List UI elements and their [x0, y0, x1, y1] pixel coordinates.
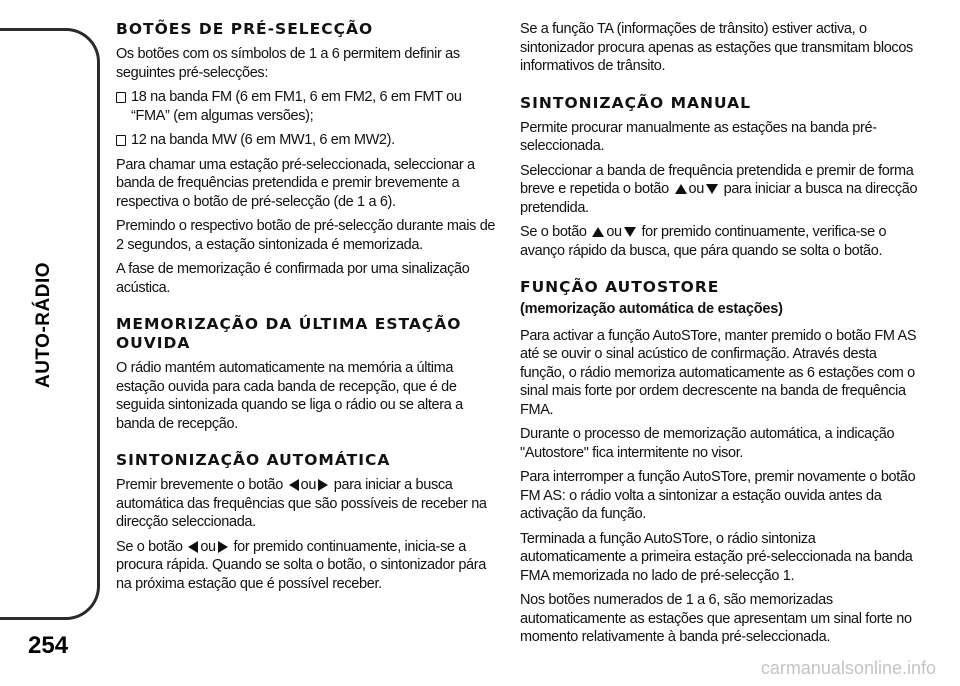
list-item [116, 88, 500, 125]
checkbox-bullet-icon [116, 92, 126, 103]
left-arrow-icon [188, 541, 198, 553]
paragraph: Durante o processo de memorização automática, a indicação "Autostore" fica intermitente no visor. [520, 426, 895, 461]
heading-manual-tuning: SINTONIZAÇÃO MANUAL [520, 93, 751, 112]
down-arrow-icon [624, 227, 636, 237]
paragraph-with-arrows [116, 538, 500, 594]
right-arrow-icon [218, 541, 228, 553]
paragraph: Para activar a função AutoSTore, manter premido o botão FM AS até se ouvir o sinal acústico de confirmação. Através desta função, o rádio memoriza automaticamente as 6 estações com o sinal mais forte por ordem decrescente na banda de frequência FMA. [520, 327, 917, 418]
heading-automatic-tuning: SINTONIZAÇÃO AUTOMÁTICA [116, 451, 391, 469]
paragraph: Nos botões numerados de 1 a 6, são memorizadas automaticamente as estações que apresentam um sinal forte no momento relativamente à banda pré-seleccionada. [520, 592, 912, 645]
paragraph: Premindo o respectivo botão de pré-selecção durante mais de 2 segundos, a estação sintonizada é memorizada. [116, 218, 496, 253]
left-arrow-icon [289, 479, 299, 491]
list-item [116, 131, 500, 150]
up-arrow-icon [592, 227, 604, 237]
down-arrow-icon [706, 184, 718, 194]
paragraph: Para chamar uma estação pré-seleccionada, seleccionar a banda de frequências pretendida e premir brevemente a respectiva o botão de pré-selecção (de 1 a 6). [116, 156, 475, 210]
paragraph: Terminada a função AutoSTore, o rádio sintoniza automaticamente a primeira estação pré-seleccionada na banda FMA memorizada no lado de pré-selecção 1. [520, 530, 913, 584]
list-item-text: 18 na banda FM (6 em FM1, 6 em FM2, 6 em FMT ou “FMA” (em algumas versões); [131, 89, 462, 124]
text-fragment: for premido continuamente, inicia-se a procura rápida. Quando se solta o botão, o sintonizador pára na próxima estação que é possível receber. [116, 538, 486, 592]
text-fragment: ou [300, 477, 317, 493]
paragraph: Permite procurar manualmente as estações na banda pré-seleccionada. [520, 119, 877, 154]
text-fragment: para iniciar a busca automática das frequências que são possíveis de receber na direcção seleccionada. [116, 477, 487, 530]
text-fragment: Se o botão [520, 224, 587, 240]
text-fragment: Se o botão [116, 538, 183, 555]
text-fragment: ou [688, 181, 704, 197]
paragraph: O rádio mantém automaticamente na memória a última estação ouvida para cada banda de recepção, que é de seguida sintonizada quando se liga o rádio ou se altera a banda de recepção. [116, 360, 463, 432]
text-fragment: Premir brevemente o botão [116, 477, 283, 493]
paragraph: Os botões com os símbolos de 1 a 6 permitem definir as seguintes pré-selecções: [116, 46, 460, 81]
text-fragment: ou [606, 224, 622, 240]
heading-last-station-memory: MEMORIZAÇÃO DA ÚLTIMA ESTAÇÃO OUVIDA [116, 315, 462, 352]
right-arrow-icon [318, 479, 328, 491]
paragraph-with-arrows [520, 162, 920, 218]
paragraph: Se a função TA (informações de trânsito) estiver activa, o sintonizador procura apenas as estações que transmitam blocos informativos de trânsito. [520, 21, 913, 74]
heading-autostore: FUNÇÃO AUTOSTORE [520, 278, 720, 296]
checkbox-bullet-icon [116, 135, 126, 146]
right-column [520, 20, 920, 653]
text-fragment: ou [200, 538, 216, 555]
text-fragment: Seleccionar a banda de frequência pretendida e premir de forma breve e repetida o botão [520, 162, 914, 197]
left-column [116, 20, 500, 599]
watermark: carmanualsonline.info [760, 658, 936, 678]
text-fragment: para iniciar a busca na direcção pretendida. [520, 181, 918, 216]
paragraph-with-arrows [520, 223, 920, 260]
section-tab-text: AUTO-RÁDIO [33, 261, 55, 389]
heading-preset-buttons: BOTÕES DE PRÉ-SELECÇÃO [116, 20, 374, 38]
paragraph-with-arrows [116, 476, 500, 532]
section-tab-label [34, 250, 54, 400]
subheading-autostore: (memorização automática de estações) [520, 301, 783, 317]
list-item-text: 12 na banda MW (6 em MW1, 6 em MW2). [131, 132, 395, 148]
up-arrow-icon [675, 184, 687, 194]
page-number: 254 [28, 632, 69, 659]
paragraph: A fase de memorização é confirmada por uma sinalização acústica. [116, 261, 470, 296]
text-fragment: for premido continuamente, verifica-se o avanço rápido da busca, que pára quando se solta o botão. [520, 224, 887, 259]
paragraph: Para interromper a função AutoSTore, premir novamente o botão FM AS: o rádio volta a sintonizar a estação ouvida antes da activação da função. [520, 469, 916, 522]
